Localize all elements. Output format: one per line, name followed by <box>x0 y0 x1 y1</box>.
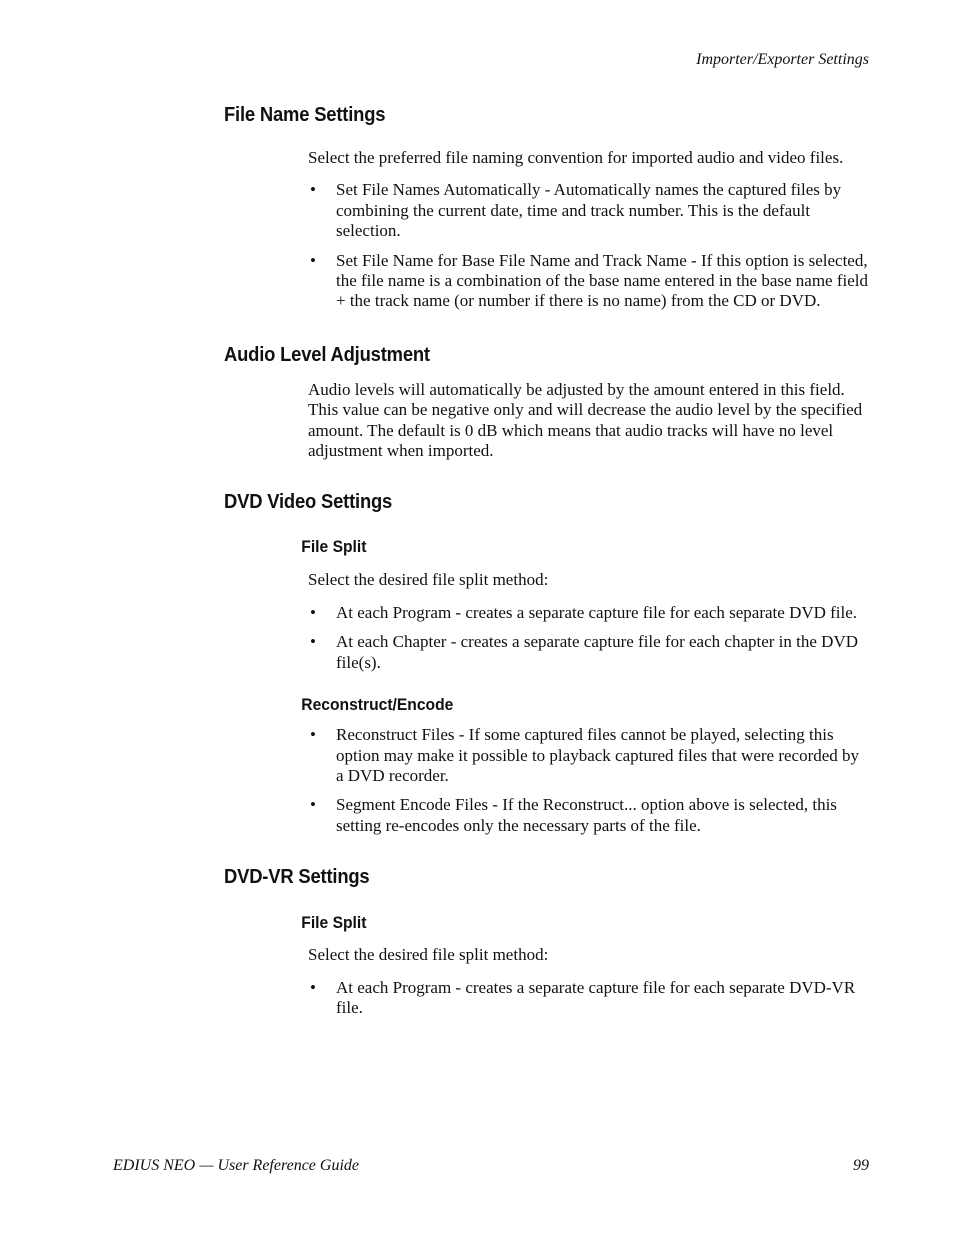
list-item: • Segment Encode Files - If the Reconstruct... option above is selected, this setting re-encodes only the necessary parts of the file. <box>308 795 870 836</box>
file-name-settings-body <box>224 148 870 312</box>
paragraph: Select the desired file split method: <box>308 570 549 590</box>
list-item: • At each Chapter - creates a separate capture file for each chapter in the DVD file(s). <box>308 632 870 673</box>
page-content <box>224 104 870 1018</box>
subsection-heading-reconstruct-encode: Reconstruct/Encode <box>301 695 454 715</box>
subsection-heading-file-split: File Split <box>301 537 367 557</box>
list-item: • At each Program - creates a separate capture file for each separate DVD-VR file. <box>308 978 870 1019</box>
subsection-heading-file-split: File Split <box>301 913 367 933</box>
bullet-list <box>308 725 870 836</box>
list-item: • Set File Names Automatically - Automatically names the captured files by combining the current date, time and track number. This is the default selection. <box>308 180 870 241</box>
page-number: 99 <box>853 1157 869 1174</box>
dvd-video-reconstruct-body <box>224 725 870 836</box>
running-header: Importer/Exporter Settings <box>696 51 869 68</box>
paragraph: Audio levels will automatically be adjusted by the amount entered in this field. This value can be negative only and will decrease the audio level by the specified amount. The default is 0 dB which means that audio tracks will have no level adjustment when imported. <box>308 379 863 461</box>
footer-guide-title: EDIUS NEO — User Reference Guide <box>113 1157 360 1174</box>
paragraph: Select the preferred file naming convention for imported audio and video files. <box>308 148 844 167</box>
bullet-list <box>308 603 870 673</box>
paragraph: Select the desired file split method: <box>308 945 549 965</box>
list-item: • Set File Name for Base File Name and Track Name - If this option is selected, the file name is a combination of the base name entered in the base name field + the track name (or number if there is no name) from the CD or DVD. <box>308 251 870 312</box>
dvd-vr-file-split-body <box>224 945 870 1018</box>
list-item: • Reconstruct Files - If some captured files cannot be played, selecting this option may make it possible to playback captured files that were recorded by a DVD recorder. <box>308 725 870 786</box>
bullet-list <box>308 978 870 1019</box>
section-heading-dvd-video-settings: DVD Video Settings <box>224 491 393 514</box>
section-heading-dvd-vr-settings: DVD-VR Settings <box>224 866 370 889</box>
section-heading-audio-level-adjustment: Audio Level Adjustment <box>224 343 430 366</box>
bullet-list <box>308 180 870 311</box>
dvd-video-file-split-body <box>224 570 870 673</box>
list-item: • At each Program - creates a separate capture file for each separate DVD file. <box>308 603 870 623</box>
section-heading-file-name-settings: File Name Settings <box>224 104 386 126</box>
audio-level-body <box>224 380 870 462</box>
